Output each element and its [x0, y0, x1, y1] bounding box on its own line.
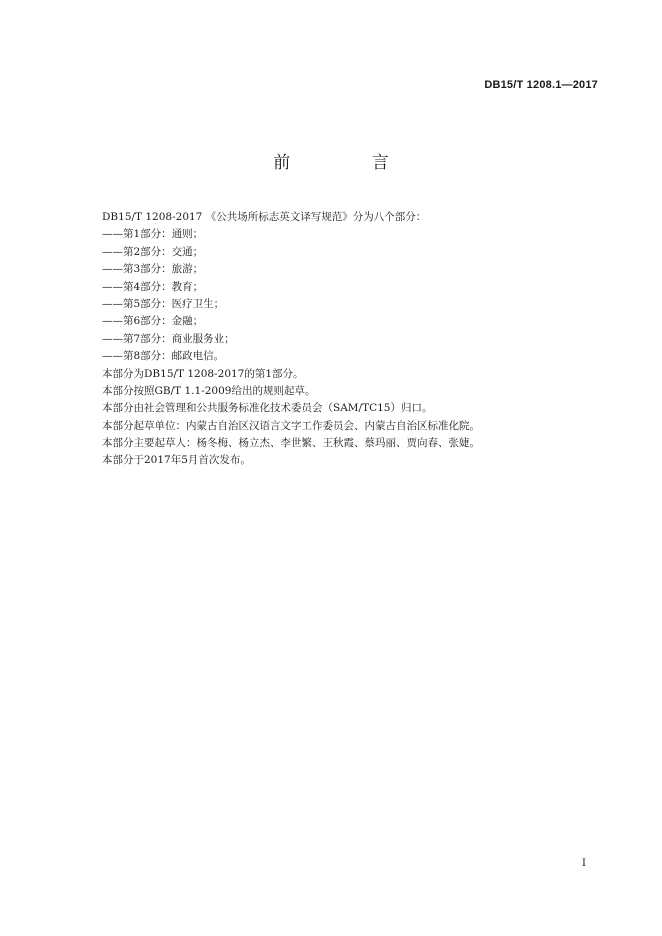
- list-item-part-6: ——第6部分：金融；: [102, 315, 204, 328]
- page-title: 前 言: [273, 153, 427, 173]
- list-item-part-2: ——第2部分：交通；: [102, 245, 204, 258]
- intro-line: DB15/T 1208-2017 《公共场所标志英文译写规范》分为八个部分：: [102, 211, 427, 223]
- list-item-part-8: ——第8部分：邮政电信。: [102, 350, 225, 363]
- standard-code: DB15/T 1208.1—2017: [484, 79, 598, 91]
- page-number: I: [582, 858, 586, 869]
- paragraph-scope: 本部分为DB15/T 1208-2017的第1部分。: [102, 367, 304, 380]
- paragraph-drafting-units: 本部分起草单位：内蒙古自治区汉语言文字工作委员会、内蒙古自治区标准化院。: [102, 419, 480, 432]
- paragraph-release: 本部分于2017年5月首次发布。: [102, 454, 251, 467]
- list-item-part-7: ——第7部分：商业服务业；: [102, 332, 235, 345]
- paragraph-drafters: 本部分主要起草人：杨冬梅、杨立杰、李世繁、王秋霞、蔡玛丽、贾向春、张婕。: [102, 437, 480, 450]
- list-item-part-4: ——第4部分：教育；: [102, 280, 204, 293]
- paragraph-drafting-rules: 本部分按照GB/T 1.1-2009给出的规则起草。: [102, 384, 316, 397]
- list-item-part-5: ——第5部分：医疗卫生；: [102, 297, 225, 310]
- paragraph-committee: 本部分由社会管理和公共服务标准化技术委员会（SAM/TC15）归口。: [102, 402, 433, 415]
- list-item-part-3: ——第3部分：旅游；: [102, 263, 204, 276]
- list-item-part-1: ——第1部分：通则；: [102, 228, 204, 241]
- foreword-body: [102, 209, 602, 470]
